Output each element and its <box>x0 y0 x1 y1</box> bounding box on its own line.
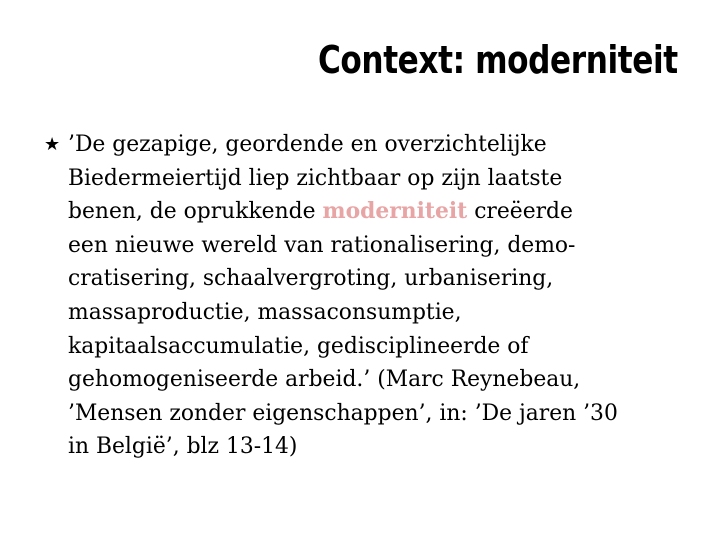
quote-line-3 <box>68 195 675 229</box>
quote-line-3-before: benen, de oprukkende <box>68 198 323 225</box>
quote-line-5: cratisering, schaalvergroting, urbanisering, <box>68 265 554 292</box>
quote-text <box>68 128 694 464</box>
quote-line-3-after: creëerde <box>467 198 573 225</box>
quote-line-1: ’De gezapige, geordende en overzichtelijke <box>68 131 547 157</box>
highlighted-word: moderniteit <box>322 198 468 225</box>
star-bullet-icon: ★ <box>44 134 61 155</box>
quote-line-7: kapitaalsaccumulatie, gedisciplineerde of <box>68 332 529 359</box>
quote-line-10: in België’, blz 13-14) <box>68 433 298 460</box>
quote-line-4: een nieuwe wereld van rationalisering, demo- <box>68 231 576 258</box>
bullet-item <box>44 128 694 464</box>
quote-line-2: Biedermeiertijd liep zichtbaar op zijn laatste <box>68 164 563 191</box>
quote-line-8: gehomogeniseerde arbeid.’ (Marc Reynebeau, <box>68 366 581 393</box>
slide-body <box>44 128 694 464</box>
quote-line-9: ’Mensen zonder eigenschappen’, in: ’De jaren ’30 <box>68 399 618 426</box>
quote-line-6: massaproductie, massaconsumptie, <box>68 298 462 325</box>
slide-title: Context: moderniteit <box>318 38 678 82</box>
